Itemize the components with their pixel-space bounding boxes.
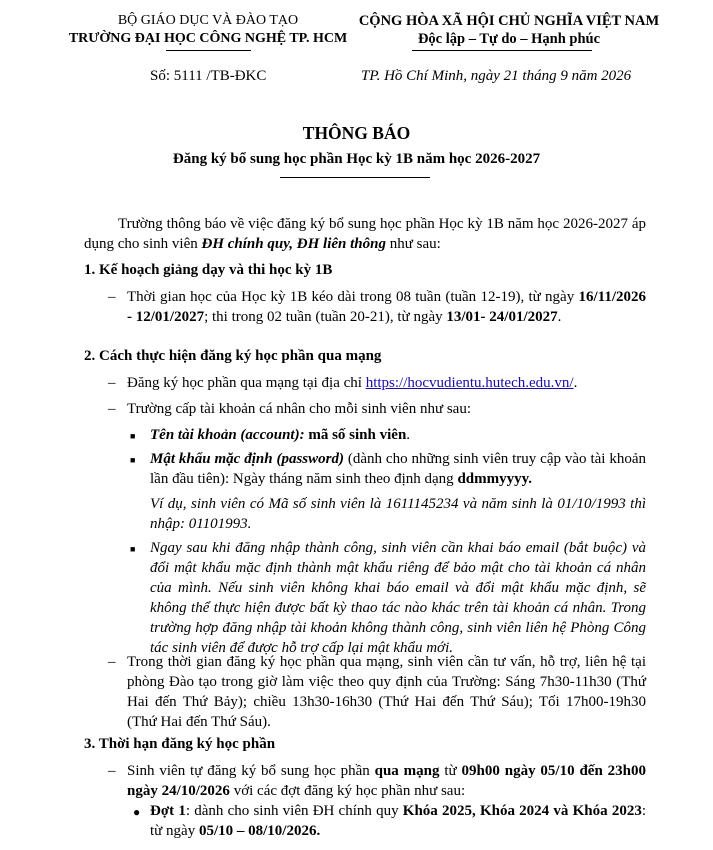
registration-round-1: Đợt 1: dành cho sinh viên ĐH chính quy Khóa 2025, Khóa 2024 và Khóa 2023: từ ngày 05/10 – 08/10/2026. xyxy=(150,803,646,839)
document-subtitle: Đăng ký bổ sung học phần Học kỳ 1B năm học 2026-2027 xyxy=(172,151,541,167)
motto: Độc lập – Tự do – Hạnh phúc xyxy=(417,31,601,47)
account-name-item: Tên tài khoản (account): mã số sinh viên. xyxy=(150,427,411,443)
motto-underline xyxy=(412,50,592,51)
dash-bullet: – xyxy=(108,763,116,779)
issuer-underline xyxy=(166,50,251,51)
document-date: TP. Hồ Chí Minh, ngày 21 tháng 9 năm 2026 xyxy=(361,68,632,84)
password-example: Ví dụ, sinh viên có Mã số sinh viên là 1611145234 và năm sinh là 01/10/1993 thì nhập: 01101993. xyxy=(150,496,646,532)
dash-bullet: – xyxy=(108,654,116,670)
dash-bullet: – xyxy=(108,375,116,391)
section-2-heading: 2. Cách thực hiện đăng ký học phần qua mạng xyxy=(84,348,382,364)
issuer-block xyxy=(62,12,354,48)
dash-bullet: – xyxy=(108,289,116,305)
section-3-heading: 3. Thời hạn đăng ký học phần xyxy=(84,736,276,752)
dash-bullet: – xyxy=(108,401,116,417)
round-bullet: ● xyxy=(133,805,141,819)
title-underline xyxy=(280,177,430,178)
country-name: CỘNG HÒA XÃ HỘI CHỦ NGHĨA VIỆT NAM xyxy=(358,13,660,29)
section-1-item-1: Thời gian học của Học kỳ 1B kéo dài trong 08 tuần (tuần 12-19), từ ngày 16/11/2026 - 12/01/2027; thi trong 02 tuần (tuần 20-21), từ ngày 13/01- 24/01/2027. xyxy=(127,289,646,325)
intro-paragraph: Trường thông báo về việc đăng ký bổ sung học phần Học kỳ 1B năm học 2026-2027 áp dụng cho sinh viên ĐH chính quy, ĐH liên thông như sau: xyxy=(84,216,646,252)
section-2-item-1: Đăng ký học phần qua mạng tại địa chỉ https://hocvudientu.hutech.edu.vn/. xyxy=(127,375,578,391)
ministry-name: BỘ GIÁO DỤC VÀ ĐÀO TẠO xyxy=(117,13,299,28)
square-bullet: ■ xyxy=(130,431,136,441)
first-login-instructions: Ngay sau khi đăng nhập thành công, sinh viên cần khai báo email (bắt buộc) và đổi mật khẩu mặc định thành mật khẩu riêng để bảo mật cho tài khoản cá nhân của mình. Nếu sinh viên không khai báo email và đổi mật khẩu mặc định, sẽ không thể thực hiện được bất kỳ thao tác nào khác trên tài khoản cá nhân. Trong trường hợp đăng nhập tài khoản không thành công, sinh viên liên hệ Phòng Công tác sinh viên để được hỗ trợ cấp lại mật khẩu mới. xyxy=(150,540,646,656)
square-bullet: ■ xyxy=(130,544,136,554)
registration-link[interactable]: https://hocvudientu.hutech.edu.vn/ xyxy=(365,375,574,391)
document-number: Số: 5111 /TB-ĐKC xyxy=(150,68,267,84)
document-title: THÔNG BÁO xyxy=(302,123,411,143)
national-motto-block xyxy=(344,12,674,48)
university-name: TRƯỜNG ĐẠI HỌC CÔNG NGHỆ TP. HCM xyxy=(68,31,348,46)
section-2-item-3: Trong thời gian đăng ký học phần qua mạng, sinh viên cần tư vấn, hỗ trợ, liên hệ tại phòng Đào tạo trong giờ làm việc theo quy định của Trường: Sáng 7h30-11h30 (Thứ Hai đến Thứ Bảy); chiều 13h30-16h30 (Thứ Hai đến Thứ Sáu); Tối 17h00-19h30 (Thứ Hai đến Thứ Sáu). xyxy=(127,654,646,730)
square-bullet: ■ xyxy=(130,455,136,465)
section-1-heading: 1. Kế hoạch giảng dạy và thi học kỳ 1B xyxy=(84,262,333,278)
section-2-item-2: Trường cấp tài khoản cá nhân cho mỗi sinh viên như sau: xyxy=(127,401,471,417)
default-password-item: Mật khẩu mặc định (password) (dành cho những sinh viên truy cập vào tài khoản lần đầu tiên): Ngày tháng năm sinh theo định dạng ddmmyyyy. xyxy=(150,451,646,487)
section-3-item-1: Sinh viên tự đăng ký bổ sung học phần qua mạng từ 09h00 ngày 05/10 đến 23h00 ngày 24/10/2026 với các đợt đăng ký học phần như sau: xyxy=(127,763,646,799)
